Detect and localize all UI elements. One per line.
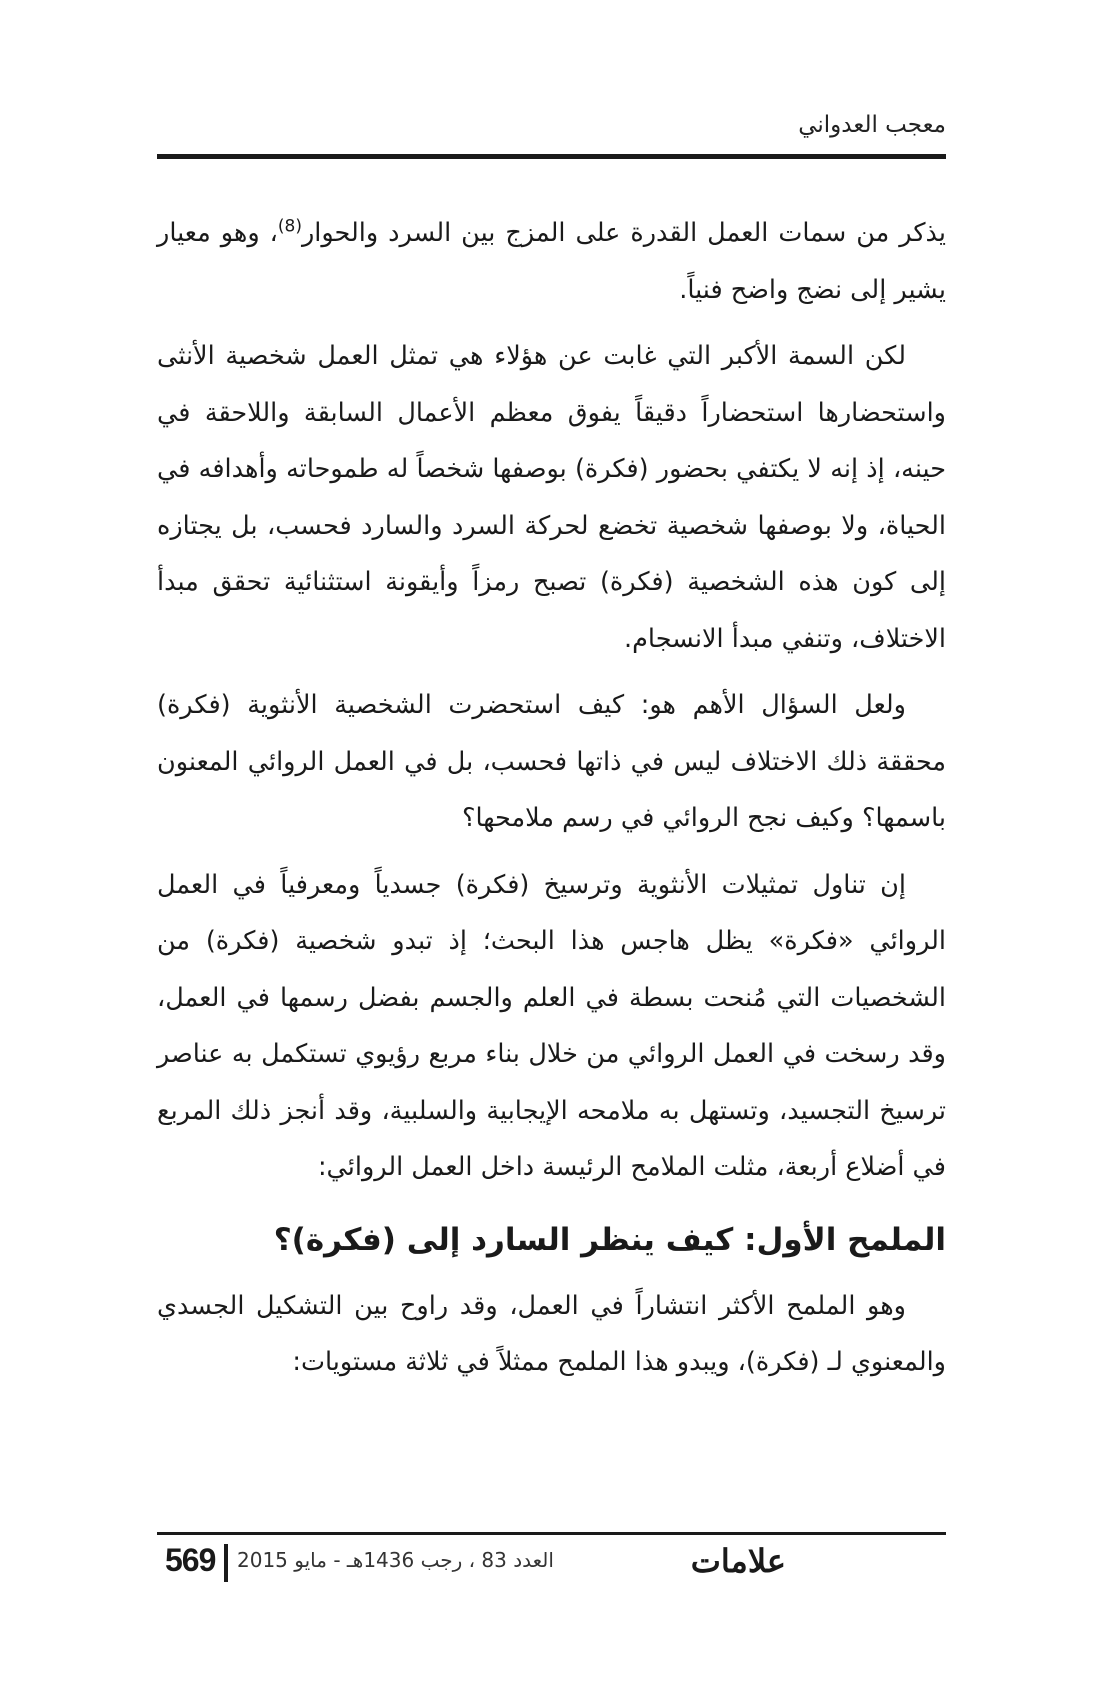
paragraph-1-text-start: يذكر من سمات العمل القدرة على المزج بين السرد والحوار [301, 218, 946, 248]
section-heading: الملمح الأول: كيف ينظر السارد إلى (فكرة)؟ [273, 1221, 946, 1258]
paragraph-1-text-end: ، وهو معيار يشير إلى نضج واضح فنياً. [157, 218, 946, 305]
page-footer [157, 1540, 946, 1590]
header-rule [157, 154, 946, 159]
paragraph-4: إن تناول تمثيلات الأنثوية وترسيخ (فكرة) جسدياً ومعرفياً في العمل الروائي «فكرة» يظل هاجس هذا البحث؛ إذ تبدو شخصية (فكرة) من الشخصيات التي مُنحت بسطة في العلم والجسم بفضل رسمها في العمل، وقد رسخت في العمل الروائي من خلال بناء مربع رؤيوي تستكمل به عناصر ترسيخ التجسيد، وتستهل به ملامحه الإيجابية والسلبية، وقد أنجز ذلك المربع في أضلاع أربعة، مثلت الملامح الرئيسة داخل العمل الروائي: [157, 869, 946, 1182]
paragraph-3: ولعل السؤال الأهم هو: كيف استحضرت الشخصية الأنثوية (فكرة) محققة ذلك الاختلاف ليس في ذاتها فحسب، بل في العمل الروائي المعنون باسمها؟ وكيف نجح الروائي في رسم ملامحها؟ [157, 690, 946, 833]
running-head-author: معجب العدواني [798, 112, 946, 138]
footer-rule [157, 1532, 946, 1535]
page-number: 569 [165, 1542, 216, 1578]
journal-logo: علامات [690, 1542, 786, 1580]
footer-divider [224, 1544, 228, 1582]
paragraph-2: لكن السمة الأكبر التي غابت عن هؤلاء هي تمثل العمل شخصية الأنثى واستحضارها استحضاراً دقيقاً يفوق معظم الأعمال السابقة واللاحقة في حينه، إذ إنه لا يكتفي بحضور (فكرة) بوصفها شخصاً له طموحاته وأهدافه في الحياة، ولا بوصفها شخصية تخضع لحركة السرد والسارد فحسب، بل يجتازه إلى كون هذه الشخصية (فكرة) تصبح رمزاً وأيقونة استثنائية تحقق مبدأ الاختلاف، وتنفي مبدأ الانسجام. [157, 341, 946, 654]
body-text [157, 205, 946, 1401]
issue-info: العدد 83 ، رجب 1436هـ - مايو 2015 [237, 1548, 554, 1572]
paragraph-5: وهو الملمح الأكثر انتشاراً في العمل، وقد راوح بين التشكيل الجسدي والمعنوي لـ (فكرة)، ويبدو هذا الملمح ممثلاً في ثلاثة مستويات: [157, 1290, 946, 1377]
paragraph-1 [157, 205, 946, 318]
footnote-reference-8[interactable]: (8) [277, 216, 302, 237]
